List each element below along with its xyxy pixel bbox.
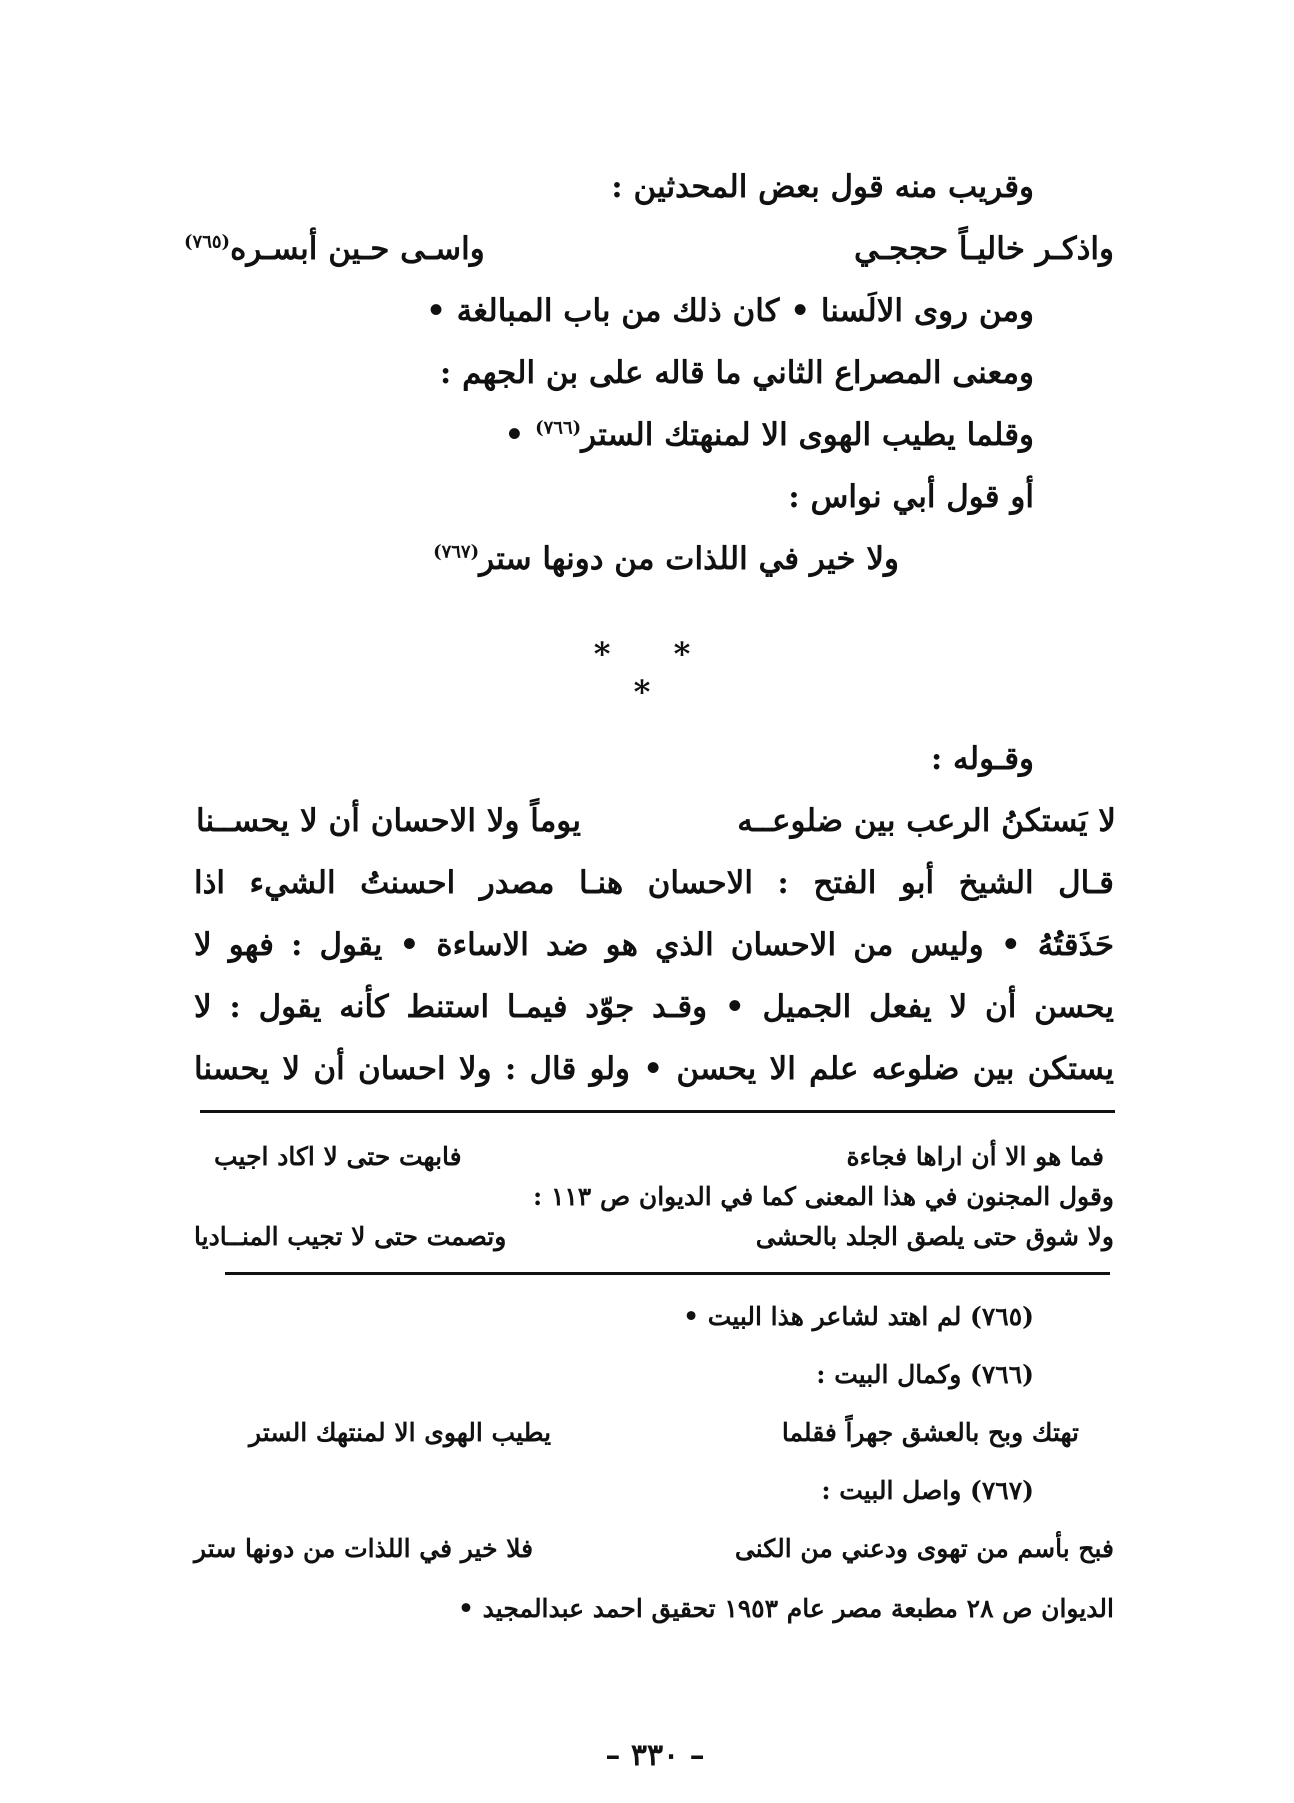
footnote-767: (٧٦٧) واصل البيت : <box>821 1476 1034 1505</box>
verse-hemistich-left: فلا خير في اللذات من دونها ستر <box>194 1534 534 1563</box>
section-separator-stars: * * * <box>593 635 717 711</box>
footnote-767-verse <box>194 1532 1114 1566</box>
paragraph-line-1: قـال الشيخ أبو الفتح : الاحسان هنـا مصدر احسنتُ الشيء اذا <box>194 865 1114 901</box>
text-line: ومعنى المصراع الثاني ما قاله على بن الجهم : <box>439 355 1034 391</box>
verse-line-1 <box>184 228 1114 270</box>
verse-hemistich-left: يطيب الهوى الا لمنتهك الستر <box>249 1418 552 1447</box>
paragraph-line-2: حَذَقتُهُ • وليس من الاحسان الذي هو ضد الاساءة • يقول : فهو لا <box>194 927 1114 963</box>
footnote-divider <box>225 1272 1110 1275</box>
footnote-source: الديوان ص ٢٨ مطبعة مصر عام ١٩٥٣ تحقيق احمد عبدالمجيد • <box>458 1594 1114 1623</box>
note-verse-1 <box>214 1140 1104 1174</box>
verse-hemistich-left: واسـى حـين أبسـره$^{(٧٦٥)}$ <box>184 231 485 267</box>
verse-hemistich-right: تهتك وبح بالعشق جهراً فقلما <box>781 1418 1079 1447</box>
verse-hemistich-right: واذكـر خاليـاً حججـي <box>854 231 1114 267</box>
page-number: – ٣٣٠ – <box>605 1738 705 1773</box>
verse-hemistich-left: وتصمت حتى لا تجيب المنــاديا <box>194 1222 507 1251</box>
footnote-ref: (٧٦٥) <box>184 231 231 253</box>
footnote-766: (٧٦٦) وكمال البيت : <box>816 1360 1034 1389</box>
verse-hemistich-left: فابهت حتى لا اكاد اجيب <box>214 1142 462 1171</box>
footnote-ref: (٧٦٦) <box>535 417 582 439</box>
intro-line: وقريب منه قول بعض المحدثين : <box>611 169 1034 205</box>
footnote-766-verse <box>249 1416 1079 1450</box>
verse-quote-line: وقلما يطيب الهوى الا لمنهتك الستر$^{(٧٦٦)}$ • <box>504 417 1034 453</box>
verse-hemistich-left: يوماً ولا الاحسان أن لا يحســنا <box>196 803 581 839</box>
note-line: وقول المجنون في هذا المعنى كما في الديوان ص ١١٣ : <box>533 1182 1114 1211</box>
section-heading: وقـوله : <box>930 741 1034 777</box>
main-verse <box>196 800 1116 842</box>
paragraph-line-4: يستكن بين ضلوعه علم الا يحسن • ولو قال : ولا احسان أن لا يحسنا <box>194 1051 1114 1087</box>
verse-quote-line: ولا خير في اللذات من دونها ستر$^{(٧٦٧)}$ <box>433 541 899 577</box>
footnote-765: (٧٦٥) لم اهتد لشاعر هذا البيت • <box>683 1302 1034 1331</box>
text-line: ومن روى الالَسنا • كان ذلك من باب المبالغة • <box>426 293 1034 329</box>
paragraph-line-3: يحسن أن لا يفعل الجميل • وقـد جوّد فيمـا استنط كأنه يقول : لا <box>194 989 1114 1025</box>
verse-hemistich-right: فما هو الا أن اراها فجاءة <box>846 1142 1104 1171</box>
verse-hemistich-right: ولا شوق حتى يلصق الجلد بالحشى <box>755 1222 1114 1251</box>
divider-rule <box>200 1110 1115 1113</box>
footnote-ref: (٧٦٧) <box>433 541 480 563</box>
text-line: أو قول أبي نواس : <box>788 479 1034 515</box>
verse-hemistich-right: فبح بأسم من تهوى ودعني من الكنى <box>734 1534 1114 1563</box>
note-verse-2 <box>194 1220 1114 1254</box>
verse-hemistich-right: لا يَستكنُ الرعب بين ضلوعــه <box>737 803 1116 839</box>
